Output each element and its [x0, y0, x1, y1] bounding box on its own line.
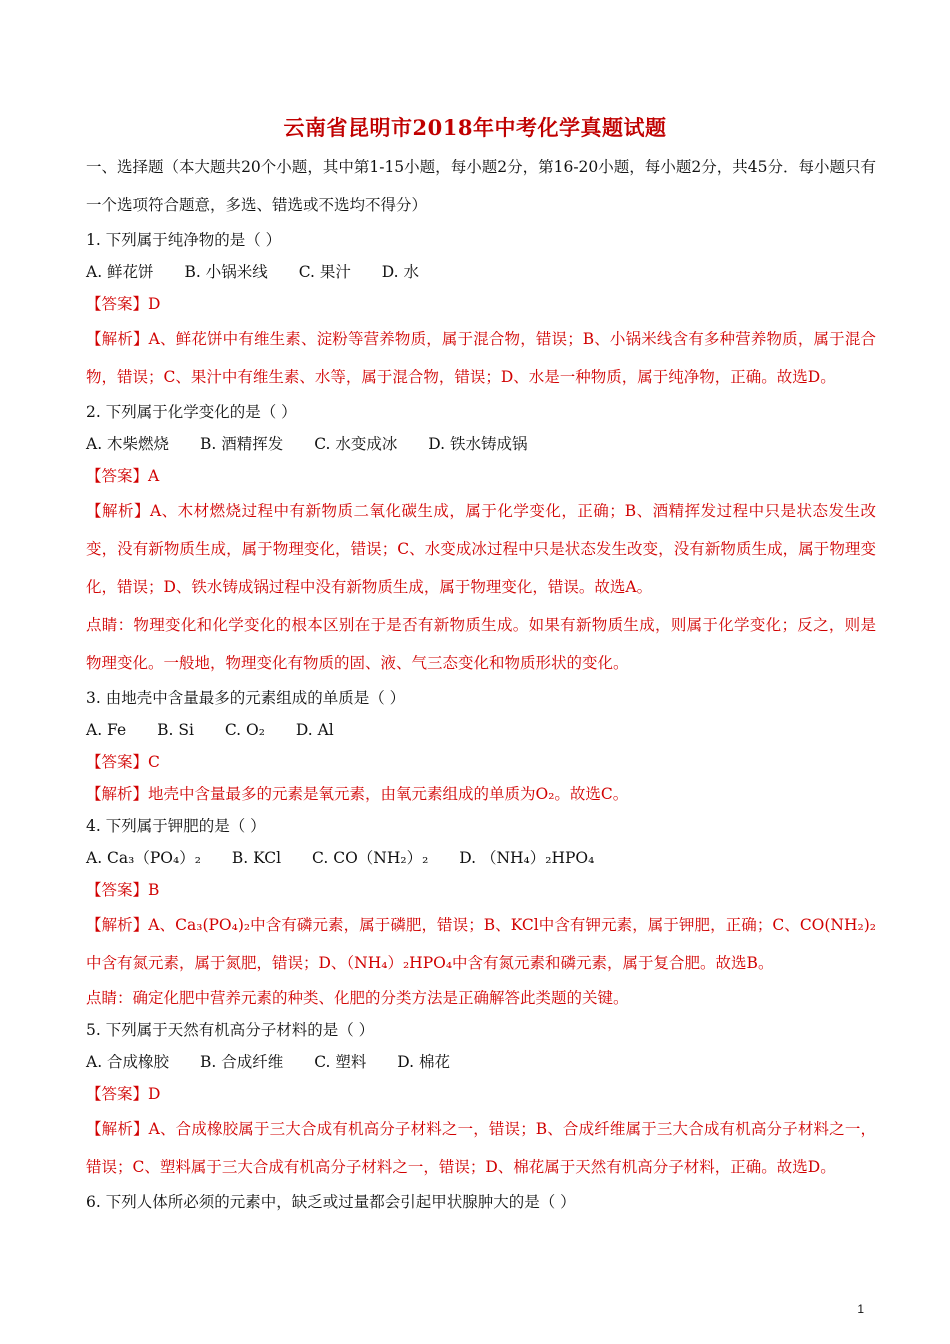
- question-options: [86, 428, 876, 460]
- answer: 【答案】B: [86, 881, 160, 899]
- answer: 【答案】C: [86, 753, 160, 771]
- answer: 【答案】A: [86, 467, 160, 485]
- question-1: [86, 224, 876, 396]
- option-d: D. 铁水铸成锅: [428, 435, 528, 453]
- question-stem: 5. 下列属于天然有机高分子材料的是（ ）: [86, 1021, 375, 1039]
- option-b: B. 合成纤维: [200, 1053, 284, 1071]
- tip: 点睛：物理变化和化学变化的根本区别在于是否有新物质生成。如果有新物质生成，则属于化学变化；反之，则是物理变化。一般地，物理变化有物质的固、液、气三态变化和物质形状的变化。: [86, 616, 876, 672]
- option-b: B. Si: [157, 721, 194, 739]
- option-d: D. （NH₄）₂HPO₄: [459, 849, 595, 867]
- analysis: 【解析】A、Ca₃(PO₄)₂中含有磷元素，属于磷肥，错误；B、KCl中含有钾元素，属于钾肥，正确；C、CO(NH₂)₂中含有氮元素，属于氮肥，错误；D、（NH₄）₂HPO₄中含有氮元素和磷元素，属于复合肥。故选B。: [86, 916, 876, 972]
- question-options: [86, 714, 876, 746]
- question-5: [86, 1014, 876, 1186]
- analysis: 【解析】A、鲜花饼中有维生素、淀粉等营养物质，属于混合物，错误；B、小锅米线含有多种营养物质，属于混合物，错误；C、果汁中有维生素、水等，属于混合物，错误；D、水是一种物质，属于纯净物，正确。故选D。: [86, 330, 876, 386]
- answer: 【答案】D: [86, 295, 161, 313]
- option-a: A. Fe: [86, 721, 127, 739]
- question-4: [86, 810, 876, 1014]
- question-3: [86, 682, 876, 810]
- option-d: D. 棉花: [397, 1053, 451, 1071]
- option-c: C. 水变成冰: [314, 435, 398, 453]
- page-number: 1: [857, 1302, 864, 1316]
- analysis: 【解析】A、合成橡胶属于三大合成有机高分子材料之一，错误；B、合成纤维属于三大合成有机高分子材料之一，错误；C、塑料属于三大合成有机高分子材料之一，错误；D、棉花属于天然有机高分子材料，正确。故选D。: [86, 1120, 876, 1176]
- option-c: C. 塑料: [314, 1053, 367, 1071]
- analysis: 【解析】A、木材燃烧过程中有新物质二氧化碳生成，属于化学变化，正确；B、酒精挥发过程中只是状态发生改变，没有新物质生成，属于物理变化，错误；C、水变成冰过程中只是状态发生改变，没有新物质生成，属于物理变化，错误；D、铁水铸成锅过程中没有新物质生成，属于物理变化，错误。故选A。: [86, 502, 876, 596]
- option-a: A. 合成橡胶: [86, 1053, 170, 1071]
- question-6-stem: 6. 下列人体所必须的元素中，缺乏或过量都会引起甲状腺肿大的是（ ）: [86, 1193, 576, 1211]
- question-options: [86, 256, 876, 288]
- answer: 【答案】D: [86, 1085, 161, 1103]
- page-title: 云南省昆明市2018年中考化学真题试题: [283, 115, 667, 140]
- option-c: C. 果汁: [298, 263, 351, 281]
- exam-content: [86, 148, 876, 1218]
- question-options: [86, 1046, 876, 1078]
- option-d: D. Al: [295, 721, 334, 739]
- analysis: 【解析】地壳中含量最多的元素是氧元素，由氧元素组成的单质为O₂。故选C。: [86, 785, 629, 803]
- question-2: [86, 396, 876, 682]
- section-instructions: 一、选择题（本大题共20个小题，其中第1-15小题，每小题2分，第16-20小题，每小题2分，共45分．每小题只有一个选项符合题意，多选、错选或不选均不得分）: [86, 158, 876, 214]
- question-stem: 4. 下列属于钾肥的是（ ）: [86, 817, 266, 835]
- option-a: A. Ca₃（PO₄）₂: [86, 849, 201, 867]
- question-stem: 3. 由地壳中含量最多的元素组成的单质是（ ）: [86, 689, 406, 707]
- option-d: D. 水: [381, 263, 420, 281]
- option-b: B. KCl: [231, 849, 282, 867]
- question-options: [86, 842, 876, 874]
- option-a: A. 木柴燃烧: [86, 435, 170, 453]
- option-b: B. 酒精挥发: [200, 435, 284, 453]
- option-c: C. CO（NH₂）₂: [312, 849, 429, 867]
- option-c: C. O₂: [224, 721, 265, 739]
- question-stem: 1. 下列属于纯净物的是（ ）: [86, 231, 282, 249]
- tip: 点睛：确定化肥中营养元素的种类、化肥的分类方法是正确解答此类题的关键。: [86, 989, 629, 1007]
- question-stem: 2. 下列属于化学变化的是（ ）: [86, 403, 297, 421]
- option-b: B. 小锅米线: [184, 263, 268, 281]
- option-a: A. 鲜花饼: [86, 263, 154, 281]
